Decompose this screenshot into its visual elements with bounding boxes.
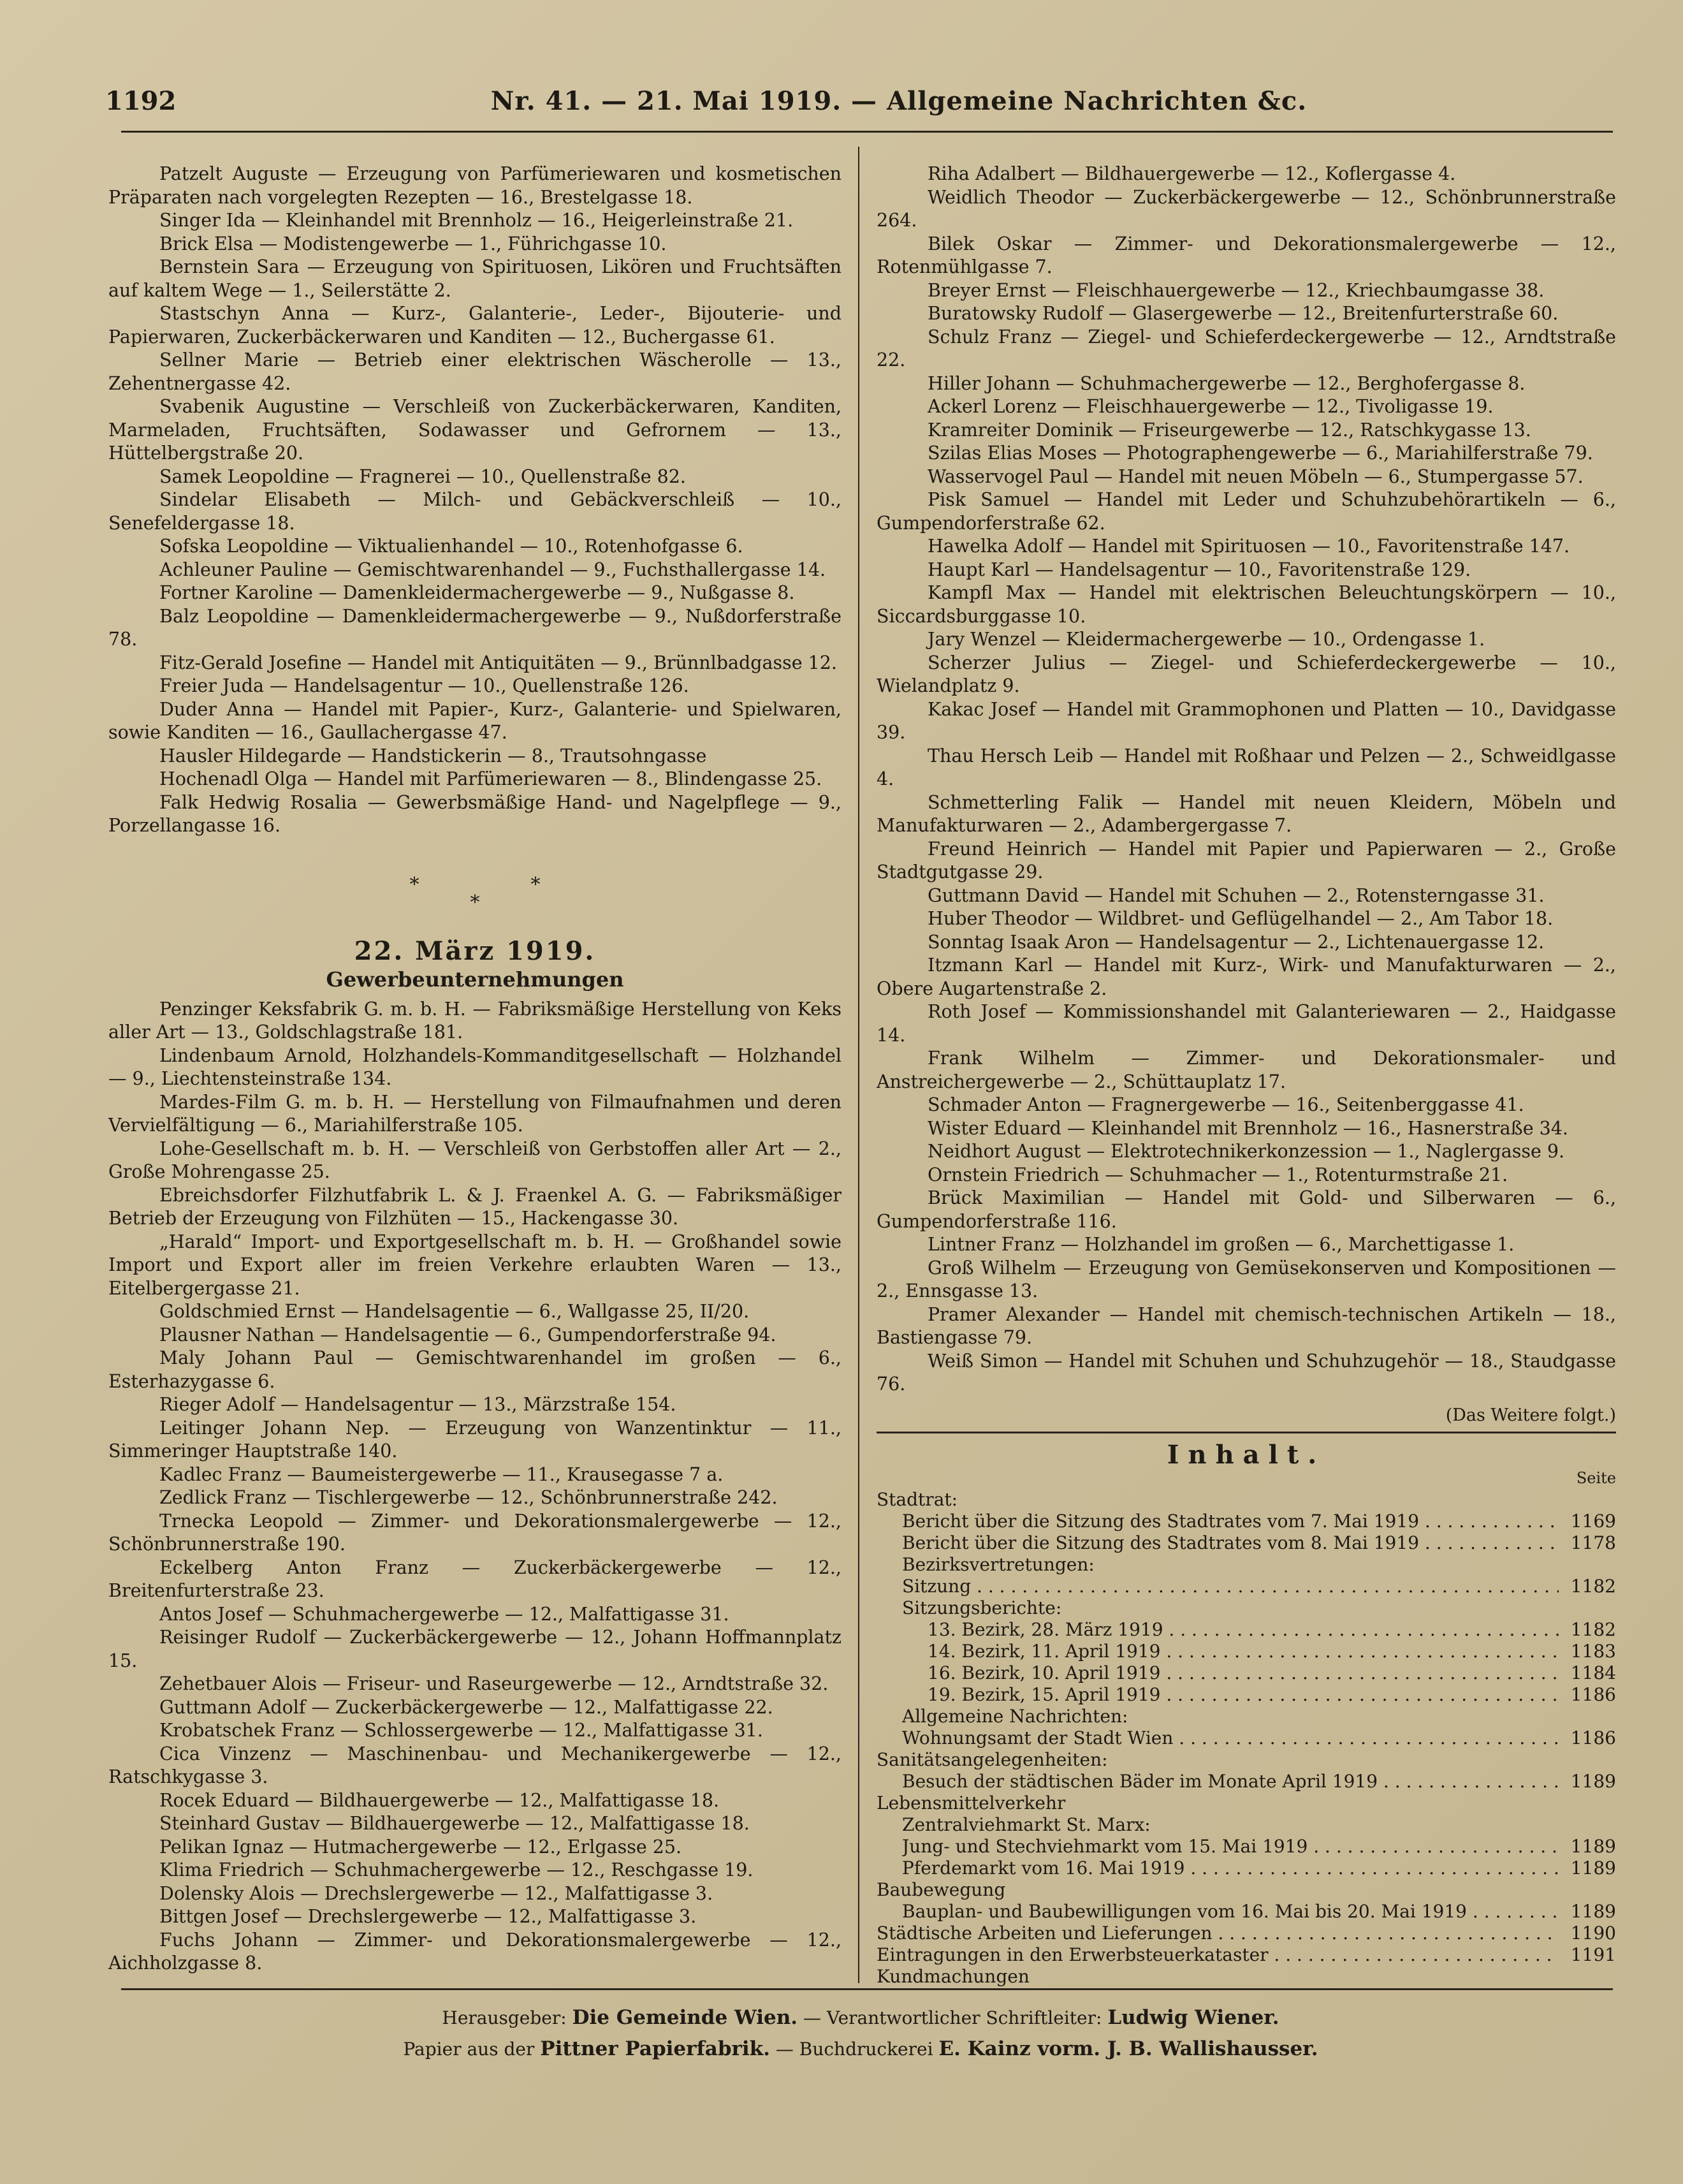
right-entries [877, 163, 1616, 1396]
toc-entry-label: Wohnungsamt der Stadt Wien . . . [902, 1727, 1559, 1749]
registry-entry: Hiller Johann — Schuhmachergewerbe — 12., Berghofergasse 8. [928, 372, 1526, 394]
toc-category: Baubewegung [877, 1879, 1006, 1900]
registry-entry: Hawelka Adolf — Handel mit Spirituosen — 10., Favoritenstraße 147. [928, 536, 1570, 557]
registry-entry: Stastschyn Anna — Kurz-, Galanterie-, Leder-, Bijouterie- und Papierwaren, Zuckerbäckerwaren und Kanditen — 12., Buchergasse 61. [108, 303, 841, 348]
registry-entry: Neidhort August — Elektrotechnikerkonzession — 1., Naglergasse 9. [928, 1141, 1565, 1162]
toc-entry-page: 1189 [1570, 1858, 1616, 1879]
registry-entry: Kadlec Franz — Baumeistergewerbe — 11., Krausegasse 7 a. [159, 1463, 724, 1485]
toc-entry [877, 1662, 1616, 1684]
registry-entry: Leitinger Johann Nep. — Erzeugung von Wanzentinktur — 11., Simmeringer Hauptstraße 140. [108, 1417, 841, 1462]
toc-entry-page: 1191 [1570, 1944, 1616, 1965]
registry-entry: Krobatschek Franz — Schlossergewerbe — 12., Malfattigasse 31. [159, 1720, 763, 1741]
registry-entry: Roth Josef — Kommissionshandel mit Galanteriewaren — 2., Haidgasse 14. [877, 1001, 1616, 1046]
left-column [108, 163, 841, 1975]
registry-entry: Schulz Franz — Ziegel- und Schieferdeckergewerbe — 12., Arndtstraße 22. [877, 326, 1616, 370]
registry-entry: Riha Adalbert — Bildhauergewerbe — 12., Koflergasse 4. [928, 163, 1456, 184]
header-rule [121, 131, 1613, 133]
registry-entry: Breyer Ernst — Fleischhauergewerbe — 12., Kriechbaumgasse 38. [928, 279, 1545, 301]
toc-entry-page: 1189 [1570, 1901, 1616, 1922]
footer-rule [121, 1988, 1613, 1990]
editor-name: Ludwig Wiener. [1107, 2006, 1279, 2029]
star-ornament: * [409, 874, 419, 897]
imprint-line-2 [105, 2034, 1616, 2065]
registry-entry: Lohe-Gesellschaft m. b. H. — Verschleiß von Gerbstoffen aller Art — 2., Große Mohrengasse 25. [108, 1138, 841, 1182]
registry-entry: Szilas Elias Moses — Photographengewerbe — 6., Mariahilferstraße 79. [928, 443, 1593, 464]
registry-entry: Frank Wilhelm — Zimmer- und Dekorationsmaler- und Anstreichergewerbe — 2., Schüttauplatz 17. [877, 1048, 1616, 1092]
registry-entry: Falk Hedwig Rosalia — Gewerbsmäßige Hand- und Nagelpflege — 9., Porzellangasse 16. [108, 791, 841, 836]
registry-entry: Cica Vinzenz — Maschinenbau- und Mechanikergewerbe — 12., Ratschkygasse 3. [108, 1743, 841, 1787]
registry-entry: Duder Anna — Handel mit Papier-, Kurz-, Galanterie- und Spielwaren, sowie Kanditen — 16., Gaullachergasse 47. [108, 698, 841, 743]
registry-entry: Ackerl Lorenz — Fleischhauergewerbe — 12., Tivoligasse 19. [928, 396, 1494, 417]
toc-category: Zentralviehmarkt St. Marx: [902, 1814, 1151, 1835]
registry-entry: Thau Hersch Leib — Handel mit Roßhaar und Pelzen — 2., Schweidlgasse 4. [877, 745, 1616, 789]
registry-entry: Bilek Oskar — Zimmer- und Dekorationsmalergewerbe — 12., Rotenmühlgasse 7. [877, 233, 1616, 277]
registry-entry: Scherzer Julius — Ziegel- und Schieferdeckergewerbe — 10., Wielandplatz 9. [877, 652, 1616, 696]
toc-title: Inhalt. [1167, 1440, 1326, 1470]
registry-entry: Goldschmied Ernst — Handelsagentie — 6., Wallgasse 25, II/20. [159, 1301, 750, 1322]
toc-entry [877, 1619, 1616, 1641]
registry-entry: Pelikan Ignaz — Hutmachergewerbe — 12., Erlgasse 25. [159, 1836, 682, 1858]
paper-label: Papier aus der [403, 2039, 535, 2060]
registry-entry: Maly Johann Paul — Gemischtwarenhandel im großen — 6., Esterhazygasse 6. [108, 1347, 841, 1392]
registry-entry: Schmader Anton — Fragnergewerbe — 16., Seitenberggasse 41. [928, 1094, 1524, 1115]
publisher-label: Herausgeber: [442, 2007, 567, 2028]
registry-entry: Svabenik Augustine — Verschleiß von Zuckerbäckerwaren, Kanditen, Marmeladen, Fruchtsäften, Sodawasser und Gefrornem — 13., Hüttelbergstraße 20. [108, 396, 841, 464]
registry-entry: Hochenadl Olga — Handel mit Parfümeriewaren — 8., Blindengasse 25. [159, 768, 822, 789]
toc-entry [877, 1901, 1616, 1923]
left-entries-bottom [108, 998, 841, 1975]
table-of-contents [877, 1440, 1616, 1988]
toc-entry-page: 1184 [1570, 1662, 1616, 1683]
registry-entry: Pisk Samuel — Handel mit Leder und Schuhzubehörartikeln — 6., Gumpendorferstraße 62. [877, 489, 1616, 534]
registry-entry: Freund Heinrich — Handel mit Papier und Papierwaren — 2., Große Stadtgutgasse 29. [877, 838, 1616, 883]
toc-entry [877, 1858, 1616, 1879]
toc-entry-label: Sitzung . . . [902, 1576, 1559, 1597]
registry-entry: Brick Elsa — Modistengewerbe — 1., Führichgasse 10. [159, 233, 667, 254]
registry-entry: Mardes-Film G. m. b. H. — Herstellung von Filmaufnahmen und deren Vervielfältigung — 6., Mariahilferstraße 105. [108, 1091, 841, 1136]
toc-entry-label: Bericht über die Sitzung des Stadtrates vom 7. Mai 1919 . . . [902, 1511, 1559, 1532]
registry-entry: Itzmann Karl — Handel mit Kurz-, Wirk- und Manufakturwaren — 2., Obere Augartenstraße 2. [877, 955, 1616, 999]
registry-entry: Hausler Hildegarde — Handstickerin — 8., Trautsohngasse [159, 745, 707, 766]
registry-entry: Kampfl Max — Handel mit elektrischen Beleuchtungskörpern — 10., Siccardsburggasse 10. [877, 582, 1616, 627]
registry-entry: Patzelt Auguste — Erzeugung von Parfümeriewaren und kosmetischen Präparaten nach vorgelegten Rezepten — 16., Brestelgasse 18. [108, 163, 841, 208]
star-ornament: * [470, 891, 480, 914]
registry-entry: Weiß Simon — Handel mit Schuhen und Schuhzugehör — 18., Staudgasse 76. [877, 1350, 1616, 1395]
registry-entry: Zedlick Franz — Tischlergewerbe — 12., Schönbrunnerstraße 242. [159, 1487, 778, 1508]
toc-entry-label: 13. Bezirk, 28. März 1919 . . . [928, 1619, 1559, 1641]
toc-category: Sitzungsberichte: [902, 1597, 1062, 1618]
registry-entry: Trnecka Leopold — Zimmer- und Dekorationsmalergewerbe — 12., Schönbrunnerstraße 190. [108, 1510, 841, 1555]
left-entries-top [108, 163, 841, 838]
toc-entry-page: 1169 [1570, 1511, 1616, 1532]
registry-entry: Lindenbaum Arnold, Holzhandels-Kommanditgesellschaft — Holzhandel — 9., Liechtensteinstraße 134. [108, 1044, 841, 1089]
registry-entry: Fortner Karoline — Damenkleidermachergewerbe — 9., Nußgasse 8. [159, 582, 795, 603]
publisher-name: Die Gemeinde Wien. [572, 2006, 798, 2029]
registry-entry: Antos Josef — Schuhmachergewerbe — 12., Malfattigasse 31. [159, 1603, 729, 1625]
registry-entry: Rocek Eduard — Bildhauergewerbe — 12., Malfattigasse 18. [159, 1789, 720, 1811]
registry-entry: Brück Maximilian — Handel mit Gold- und Silberwaren — 6., Gumpendorferstraße 116. [877, 1187, 1616, 1232]
toc-items [877, 1489, 1616, 1988]
toc-entry [877, 1641, 1616, 1662]
registry-entry: Balz Leopoldine — Damenkleidermachergewerbe — 9., Nußdorferstraße 78. [108, 605, 841, 650]
registry-entry: Freier Juda — Handelsagentur — 10., Quellenstraße 126. [159, 675, 689, 696]
paper-mill: Pittner Papierfabrik. [540, 2037, 770, 2060]
registry-entry: Sonntag Isaak Aron — Handelsagentur — 2., Lichtenauergasse 12. [928, 931, 1545, 953]
registry-entry: Steinhard Gustav — Bildhauergewerbe — 12., Malfattigasse 18. [159, 1813, 750, 1834]
toc-entry [877, 1511, 1616, 1532]
toc-entry [877, 1923, 1616, 1944]
toc-entry-label: Städtische Arbeiten und Lieferungen . . . [877, 1923, 1559, 1944]
registry-entry: Fuchs Johann — Zimmer- und Dekorationsmalergewerbe — 12., Aichholzgasse 8. [108, 1929, 841, 1974]
right-column [877, 163, 1616, 1427]
toc-entry-page: 1186 [1570, 1684, 1616, 1705]
toc-category: Allgemeine Nachrichten: [902, 1706, 1128, 1727]
registry-entry: Reisinger Rudolf — Zuckerbäckergewerbe — 12., Johann Hoffmannplatz 15. [108, 1627, 841, 1671]
section-heading: Gewerbeunternehmungen [326, 967, 624, 992]
registry-entry: Plausner Nathan — Handelsagentie — 6., Gumpendorferstraße 94. [159, 1324, 776, 1345]
registry-entry: Haupt Karl — Handelsagentur — 10., Favoritenstraße 129. [928, 559, 1471, 580]
toc-entry-page: 1189 [1570, 1771, 1616, 1792]
registry-entry: Pramer Alexander — Handel mit chemisch-technischen Artikeln — 18., Bastiengasse 79. [877, 1303, 1616, 1348]
star-ornament: * [530, 874, 541, 897]
toc-entry-label: Jung- und Stechviehmarkt vom 15. Mai 1919 . . . [902, 1836, 1559, 1858]
section-stars [108, 838, 841, 934]
toc-entry [877, 1727, 1616, 1749]
registry-entry: Jary Wenzel — Kleidermachergewerbe — 10., Ordengasse 1. [928, 629, 1485, 650]
toc-entry-label: Pferdemarkt vom 16. Mai 1919 . . . [902, 1858, 1559, 1879]
toc-category: Kundmachungen [877, 1966, 1030, 1987]
toc-entry-page: 1186 [1570, 1727, 1616, 1748]
page-header [105, 82, 1616, 120]
toc-category: Bezirksvertretungen: [902, 1554, 1095, 1575]
registry-entry: Fitz-Gerald Josefine — Handel mit Antiquitäten — 9., Brünnlbadgasse 12. [159, 652, 837, 673]
toc-seite-label: Seite [1576, 1469, 1616, 1487]
registry-entry: Dolensky Alois — Drechslergewerbe — 12., Malfattigasse 3. [159, 1882, 713, 1904]
toc-category: Sanitätsangelegenheiten: [877, 1749, 1108, 1770]
toc-entry-page: 1183 [1570, 1641, 1616, 1662]
registry-entry: Sindelar Elisabeth — Milch- und Gebäckverschleiß — 10., Senefeldergasse 18. [108, 489, 841, 534]
registry-entry: „Harald“ Import- und Exportgesellschaft m. b. H. — Großhandel sowie Import und Export aller im freien Verkehre erlaubten Waren — 13., Eitelbergergasse 21. [108, 1231, 841, 1299]
imprint-footer [105, 2002, 1616, 2065]
registry-entry: Sofska Leopoldine — Viktualienhandel — 10., Rotenhofgasse 6. [159, 536, 743, 557]
registry-entry: Eckelberg Anton Franz — Zuckerbäckergewerbe — 12., Breitenfurterstraße 23. [108, 1557, 841, 1601]
toc-entry [877, 1532, 1616, 1554]
registry-entry: Bernstein Sara — Erzeugung von Spirituosen, Likören und Fruchtsäften auf kaltem Wege — 1., Seilerstätte 2. [108, 256, 841, 301]
toc-entry-page: 1182 [1570, 1619, 1616, 1640]
printer-label: — Buchdruckerei [775, 2039, 933, 2060]
toc-entry-page: 1182 [1570, 1576, 1616, 1597]
column-divider [858, 147, 859, 1983]
toc-entry-label: Eintragungen in den Erwerbsteuerkataster . . . [877, 1944, 1559, 1966]
registry-entry: Weidlich Theodor — Zuckerbäckergewerbe — 12., Schönbrunnerstraße 264. [877, 186, 1616, 231]
toc-entry-page: 1190 [1570, 1923, 1616, 1944]
toc-entry-label: 16. Bezirk, 10. April 1919 . . . [928, 1662, 1559, 1684]
registry-entry: Singer Ida — Kleinhandel mit Brennholz — 16., Heigerleinstraße 21. [159, 210, 794, 231]
date-heading: 22. März 1919. [354, 935, 596, 966]
registry-entry: Samek Leopoldine — Fragnerei — 10., Quellenstraße 82. [159, 465, 686, 487]
toc-entry [877, 1836, 1616, 1858]
toc-entry-label: 19. Bezirk, 15. April 1919 . . . [928, 1684, 1559, 1706]
toc-entry-label: Bericht über die Sitzung des Stadtrates vom 8. Mai 1919 . . . [902, 1532, 1559, 1554]
registry-entry: Guttmann David — Handel mit Schuhen — 2., Rotensterngasse 31. [928, 884, 1545, 906]
toc-entry [877, 1771, 1616, 1792]
toc-entry-label: Bauplan- und Baubewilligungen vom 16. Mai bis 20. Mai 1919 . . . [902, 1901, 1559, 1923]
registry-entry: Penzinger Keksfabrik G. m. b. H. — Fabriksmäßige Herstellung von Keks aller Art — 13., Goldschlagstraße 181. [108, 998, 841, 1043]
toc-category: Stadtrat: [877, 1489, 958, 1510]
toc-category: Lebensmittelverkehr [877, 1792, 1066, 1814]
registry-entry: Achleuner Pauline — Gemischtwarenhandel — 9., Fuchsthallergasse 14. [159, 559, 826, 580]
registry-entry: Buratowsky Rudolf — Glasergewerbe — 12., Breitenfurterstraße 60. [928, 303, 1559, 324]
registry-entry: Rieger Adolf — Handelsagentur — 13., Märzstraße 154. [159, 1394, 676, 1415]
toc-entry-page: 1178 [1570, 1532, 1616, 1553]
registry-entry: Bittgen Josef — Drechslergewerbe — 12., Malfattigasse 3. [159, 1906, 697, 1927]
registry-entry: Wister Eduard — Kleinhandel mit Brennholz — 16., Hasnerstraße 34. [928, 1117, 1568, 1139]
toc-entry [877, 1944, 1616, 1966]
toc-entry-label: 14. Bezirk, 11. April 1919 . . . [928, 1641, 1559, 1662]
imprint-line-1 [105, 2002, 1616, 2034]
registry-entry: Kramreiter Dominik — Friseurgewerbe — 12., Ratschkygasse 13. [928, 419, 1531, 441]
registry-entry: Huber Theodor — Wildbret- und Geflügelhandel — 2., Am Tabor 18. [928, 908, 1554, 929]
printer-name: E. Kainz vorm. J. B. Wallishausser. [938, 2037, 1318, 2060]
registry-entry: Klima Friedrich — Schuhmachergewerbe — 12., Reschgasse 19. [159, 1859, 754, 1880]
registry-entry: Schmetterling Falik — Handel mit neuen Kleidern, Möbeln und Manufakturwaren — 2., Adambergergasse 7. [877, 791, 1616, 836]
registry-entry: Lintner Franz — Holzhandel im großen — 6., Marchettigasse 1. [928, 1234, 1515, 1255]
toc-entry-page: 1189 [1570, 1836, 1616, 1857]
registry-entry: Kakac Josef — Handel mit Grammophonen und Platten — 10., Davidgasse 39. [877, 698, 1616, 743]
toc-entry-label: Besuch der städtischen Bäder im Monate April 1919 . . . [902, 1771, 1559, 1792]
page-number: 1192 [105, 85, 177, 116]
registry-entry: Ebreichsdorfer Filzhutfabrik L. & J. Fraenkel A. G. — Fabriksmäßiger Betrieb der Erzeugung von Filzhüten — 15., Hackengasse 30. [108, 1184, 841, 1229]
registry-entry: Wasservogel Paul — Handel mit neuen Möbeln — 6., Stumpergasse 57. [928, 465, 1584, 487]
registry-entry: Zehetbauer Alois — Friseur- und Raseurgewerbe — 12., Arndtstraße 32. [159, 1673, 829, 1694]
registry-entry: Groß Wilhelm — Erzeugung von Gemüsekonserven und Kompositionen — 2., Ennsgasse 13. [877, 1257, 1616, 1301]
registry-entry: Sellner Marie — Betrieb einer elektrischen Wäscherolle — 13., Zehentnergasse 42. [108, 349, 841, 394]
registry-entry: Ornstein Friedrich — Schuhmacher — 1., Rotenturmstraße 21. [928, 1164, 1508, 1185]
toc-entry [877, 1684, 1616, 1706]
registry-entry: Guttmann Adolf — Zuckerbäckergewerbe — 12., Malfattigasse 22. [159, 1696, 773, 1718]
header-title: Nr. 41. — 21. Mai 1919. — Allgemeine Nachrichten &c. [490, 85, 1308, 116]
continued-note: (Das Weitere folgt.) [1445, 1405, 1616, 1425]
toc-rule [877, 1432, 1616, 1433]
editor-label: — Verantwortlicher Schriftleiter: [803, 2007, 1102, 2028]
toc-entry [877, 1576, 1616, 1597]
